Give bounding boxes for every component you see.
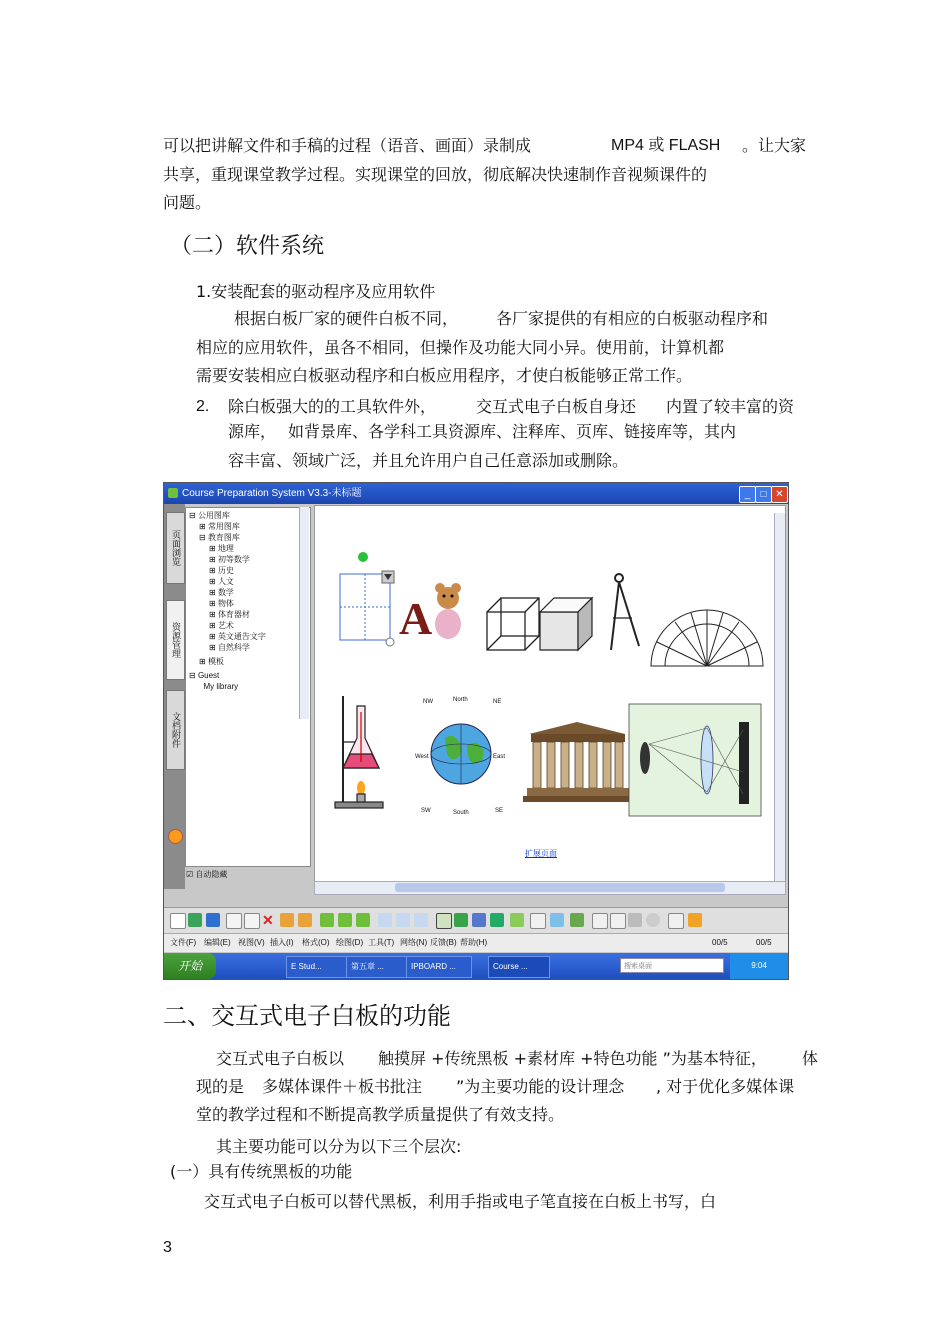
- item1-line-3: 需要安装相应白板驱动程序和白板应用程序，才使白板能够正常工作。: [196, 366, 693, 385]
- menu-format: 格式(O): [302, 938, 330, 947]
- menu-network: 网络(N): [400, 938, 428, 947]
- intro-line-1c: 。让大家: [742, 136, 807, 155]
- whiteboard-canvas: [314, 505, 786, 883]
- minimize-icon: _: [739, 486, 756, 503]
- select-tool-icon: [436, 913, 452, 929]
- paste-icon: [244, 913, 260, 929]
- item2-number: 2.: [196, 398, 210, 415]
- func-p1-line-2a: 现的是: [196, 1077, 245, 1096]
- collapse-panel-icon: [168, 829, 183, 844]
- page-indicator-right: 00/5: [756, 938, 772, 947]
- section-heading-software: （二）软件系统: [170, 234, 325, 259]
- tree-item: ⊞ 初等数学: [209, 555, 250, 564]
- drawing-toolbar: [164, 907, 788, 934]
- page-number: 3: [163, 1239, 172, 1256]
- taskbar-item: Course ...: [488, 956, 550, 978]
- func-sub1: (一）具有传统黑板的功能: [170, 1162, 353, 1181]
- tree-item: ⊞ 英文通告文字: [209, 632, 266, 641]
- func-p1-line-2b: 多媒体课件＋板书批注: [262, 1077, 423, 1096]
- shape-tool-icon: [550, 913, 564, 927]
- zoom-icon: [378, 913, 392, 927]
- toolbox-icon: [628, 913, 642, 927]
- menu-view: 视图(V): [238, 938, 265, 947]
- clock-tool-icon: [668, 913, 684, 929]
- lab-flask-clipart: [335, 696, 383, 808]
- clipart-gallery: [315, 506, 785, 882]
- taskbar-item: 第五章 ...: [346, 956, 408, 978]
- func-p1-line-2c: ”为主要功能的设计理念: [456, 1077, 625, 1096]
- tree-item: ⊞ 历史: [209, 566, 234, 575]
- close-icon: ✕: [771, 486, 788, 503]
- pen-icon: [472, 913, 486, 927]
- line-tool-icon: [530, 913, 546, 929]
- new-page-icon: [170, 913, 186, 929]
- globe-label-nw: NW: [423, 699, 433, 705]
- item1-line-2: 相应的应用软件，虽各不相同，但操作及功能大同小异。使用前，计算机都: [196, 338, 725, 357]
- tree-item: ⊟ 教育图库: [199, 533, 240, 542]
- text-tool-icon: [570, 913, 584, 927]
- menu-file: 文件(F): [170, 938, 197, 947]
- eraser-icon: [454, 913, 468, 927]
- protractor-clipart: [651, 610, 763, 666]
- globe-label-sw: SW: [421, 808, 431, 814]
- menu-help: 帮助(H): [460, 938, 488, 947]
- menu-draw: 绘图(D): [336, 938, 364, 947]
- canvas-horizontal-scrollbar: [314, 881, 786, 895]
- globe-label-south: South: [453, 810, 469, 816]
- letter-a-clipart: A: [399, 593, 433, 644]
- item2-line-1b: 交互式电子白板自身还: [476, 397, 637, 416]
- tab-document-attachments: 文档附件: [166, 690, 185, 770]
- optics-diagram-clipart: [629, 704, 761, 816]
- item2-line-1a: 除白板强大的的工具软件外，: [228, 397, 437, 416]
- previous-page-icon: [320, 913, 334, 927]
- upload-icon: [688, 913, 702, 927]
- menu-bar: [164, 933, 788, 952]
- tree-item: ⊞ 体育器材: [209, 610, 250, 619]
- expand-page-link: 扩展页面: [525, 849, 557, 858]
- solid-cube-clipart: [540, 598, 592, 650]
- item2-line-2a: 源库，: [228, 422, 277, 441]
- last-page-icon: [356, 913, 370, 927]
- tree-item: ⊞ 自然科学: [209, 643, 250, 652]
- tree-item: ⊞ 常用图库: [199, 522, 240, 531]
- windows-taskbar: [164, 953, 788, 979]
- globe-label-west: West: [415, 754, 429, 760]
- tree-item: ⊞ 地理: [209, 544, 234, 553]
- menu-feedback: 反馈(B): [430, 938, 457, 947]
- func-p1-line-2d: , 对于优化多媒体课: [656, 1077, 795, 1096]
- system-tray-clock: 9:04: [730, 953, 788, 979]
- taskbar-item: IPBOARD ...: [406, 956, 472, 978]
- delete-icon: ✕: [262, 912, 274, 928]
- func-p2: 其主要功能可以分为以下三个层次:: [216, 1137, 462, 1156]
- item1-line-1a: 根据白板厂家的硬件白板不同，: [234, 309, 459, 328]
- record-icon: [646, 913, 660, 927]
- software-screenshot: [163, 482, 789, 980]
- item1-title: 1.安装配套的驱动程序及应用软件: [196, 282, 436, 301]
- desktop-search-box: 搜索桌面: [620, 958, 724, 973]
- menu-insert: 插入(I): [270, 938, 294, 947]
- tree-item: ⊞ 模板: [199, 657, 224, 666]
- compass-clipart: [611, 574, 639, 650]
- save-icon: [206, 913, 220, 927]
- undo-icon: [280, 913, 294, 927]
- globe-clipart: [431, 724, 491, 784]
- tree-item: My library: [203, 682, 239, 691]
- func-p1-line-3: 堂的教学过程和不断提高教学质量提供了有效支持。: [196, 1105, 565, 1124]
- resource-tree: [185, 507, 311, 867]
- redo-icon: [298, 913, 312, 927]
- globe-label-north: North: [453, 697, 468, 703]
- open-icon: [188, 913, 202, 927]
- menu-tools: 工具(T): [368, 938, 395, 947]
- item1-line-1b: 各厂家提供的有相应的白板驱动程序和: [496, 309, 769, 328]
- tree-item: ⊞ 艺术: [209, 621, 234, 630]
- app-icon: [168, 488, 178, 498]
- copy-icon: [226, 913, 242, 929]
- tree-item: ⊞ 物体: [209, 599, 234, 608]
- menu-edit: 编辑(E): [204, 938, 231, 947]
- teddy-bear-clipart: [435, 583, 461, 639]
- tree-scrollbar: [299, 507, 309, 719]
- align-icon: [592, 913, 608, 929]
- selection-box: [340, 552, 394, 646]
- page-indicator-left: 00/5: [712, 938, 728, 947]
- globe-label-se: SE: [495, 808, 504, 814]
- section-heading-functions: 二、交互式电子白板的功能: [163, 1002, 451, 1030]
- parthenon-clipart: [523, 722, 633, 802]
- wire-cube-clipart: [487, 598, 539, 650]
- next-page-icon: [338, 913, 352, 927]
- screen-icon: [414, 913, 428, 927]
- hand-tool-icon: [396, 913, 410, 927]
- tree-item: ⊟ 公用图库: [189, 511, 230, 520]
- func-p3: 交互式电子白板可以替代黑板，利用手指或电子笔直接在白板上书写，白: [204, 1192, 717, 1211]
- func-p1-line-1b: 触摸屏 +传统黑板 +素材库 +特色功能 ”为基本特征，: [378, 1049, 767, 1068]
- item2-line-1c: 内置了较丰富的资: [666, 397, 795, 416]
- tree-item: ⊞ 人文: [209, 577, 234, 586]
- window-titlebar: [164, 483, 788, 504]
- globe-label-east: East: [493, 754, 506, 760]
- start-button: 开始: [164, 953, 216, 979]
- item2-line-2b: 如背景库、各学科工具资源库、注释库、页库、链接库等，其内: [288, 422, 737, 441]
- taskbar-item: E Stud...: [286, 956, 348, 978]
- item2-line-3: 容丰富、领域广泛，并且允许用户自己任意添加或删除。: [228, 451, 629, 470]
- tree-item: ⊟ Guest: [189, 671, 220, 680]
- intro-line-2: 共享，重现课堂教学过程。实现课堂的回放，彻底解决快速制作音视频课件的: [163, 165, 708, 184]
- auto-hide-checkbox: ☑ 自动隐藏: [186, 870, 228, 879]
- canvas-vertical-scrollbar: [774, 513, 785, 881]
- func-p1-line-1a: 交互式电子白板以: [216, 1049, 345, 1068]
- func-p1-line-1c: 体: [802, 1049, 819, 1068]
- tab-page-browse: 页面浏览: [166, 512, 185, 584]
- intro-line-3: 问题。: [163, 193, 212, 212]
- intro-line-1a: 可以把讲解文件和手稿的过程（语音、画面）录制成: [163, 136, 532, 155]
- maximize-icon: □: [755, 486, 772, 503]
- window-title: Course Preparation System V3.3-未标题: [182, 488, 362, 499]
- highlighter-icon: [490, 913, 504, 927]
- brush-icon: [510, 913, 524, 927]
- intro-line-1b: MP4 或 FLASH: [611, 137, 721, 154]
- tree-item: ⊞ 数学: [209, 588, 234, 597]
- table-icon: [610, 913, 626, 929]
- tab-resource-manager: 资源管理: [166, 600, 185, 680]
- globe-label-ne: NE: [493, 699, 502, 705]
